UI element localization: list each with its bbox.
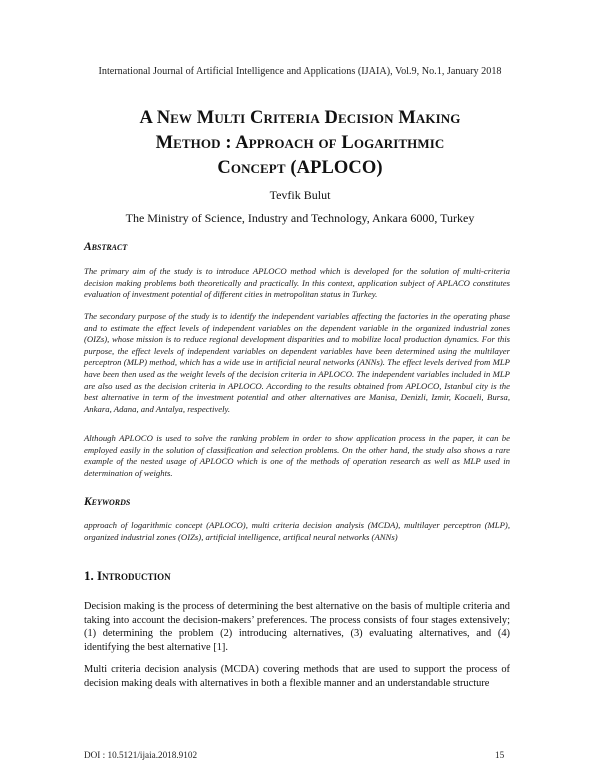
intro-paragraph-2: Multi criteria decision analysis (MCDA) covering methods that are used to support the process of decision making deals with alternatives in both a flexible manner and an understandable structure bbox=[84, 664, 510, 689]
abstract-paragraph-1: The primary aim of the study is to introduce APLOCO method which is developed for the solution of multi-criteria decision making problems both theoretically and practically. In this context, application subject of APLACO constitutes evaluation of investment potential of different cities in metropolitan status in Turkey. bbox=[84, 266, 510, 300]
abstract-paragraph-2: The secondary purpose of the study is to identify the independent variables affecting the factories in the operating phase and to estimate the effect levels of independent variables on the dependent variable in the organized industrial zones (OIZs), whose mission is to reduce regional development disparities and to mobilize local production dynamics. For this purpose, the effect levels of independent variables on dependent variables have been determined using the multilayer perceptron (MLP) method, which has a wide use in artificial neural networks (ANNs). The effect levels derived from MLP have been then used as the weight levels of the decision criteria in APLOCO. The independent variables included in MLP are also used as the decision criteria in APLOCO. According to the results obtained from APLOCO, Istanbul city is the best alternative in term of the investment potential and other alternatives are Manisa, Denizli, Izmir, Kocaeli, Bursa, Ankara, Adana, and Antalya, respectively. bbox=[84, 311, 510, 414]
intro-paragraph-1: Decision making is the process of determining the best alternative on the basis of multiple criteria and taking into account the decision-makers’ preferences. The process consists of four stages extensively; (1) determining the problem (2) introducing alternatives, (3) evaluating alternatives, and (4) identifying the best alternative [1]. bbox=[84, 601, 510, 653]
paper-title bbox=[60, 106, 540, 181]
abstract-paragraph-3: Although APLOCO is used to solve the ranking problem in order to show application process in the paper, it can be employed easily in the solution of classification and selection problems. On the other hand, the study also shows a rare example of the nested usage of APLOCO which is one of the methods of operation research as well as MLP used in determination of weights. bbox=[84, 433, 510, 478]
running-header: International Journal of Artificial Intelligence and Applications (IJAIA), Vol.9, No.1, January 2018 bbox=[98, 66, 502, 77]
keywords-heading: Keywords bbox=[84, 496, 131, 508]
author-affiliation: The Ministry of Science, Industry and Technology, Ankara 6000, Turkey bbox=[125, 211, 475, 225]
keywords-text: approach of logarithmic concept (APLOCO), multi criteria decision analysis (MCDA), multilayer perceptron (MLP), organized industrial zones (OIZs), artificial intelligence, artifical neural networks (ANNs) bbox=[84, 520, 510, 542]
page-number: 15 bbox=[495, 750, 505, 760]
title-line-3: Concept (APLOCO) bbox=[217, 158, 383, 178]
title-line-1: A New Multi Criteria Decision Making bbox=[139, 108, 461, 128]
introduction-heading: 1. Introduction bbox=[84, 568, 171, 583]
abstract-heading: Abstract bbox=[84, 241, 128, 253]
author-name: Tevfik Bulut bbox=[269, 188, 331, 202]
footer-doi: DOI : 10.5121/ijaia.2018.9102 bbox=[84, 750, 198, 760]
title-line-2: Method : Approach of Logarithmic bbox=[155, 133, 445, 153]
